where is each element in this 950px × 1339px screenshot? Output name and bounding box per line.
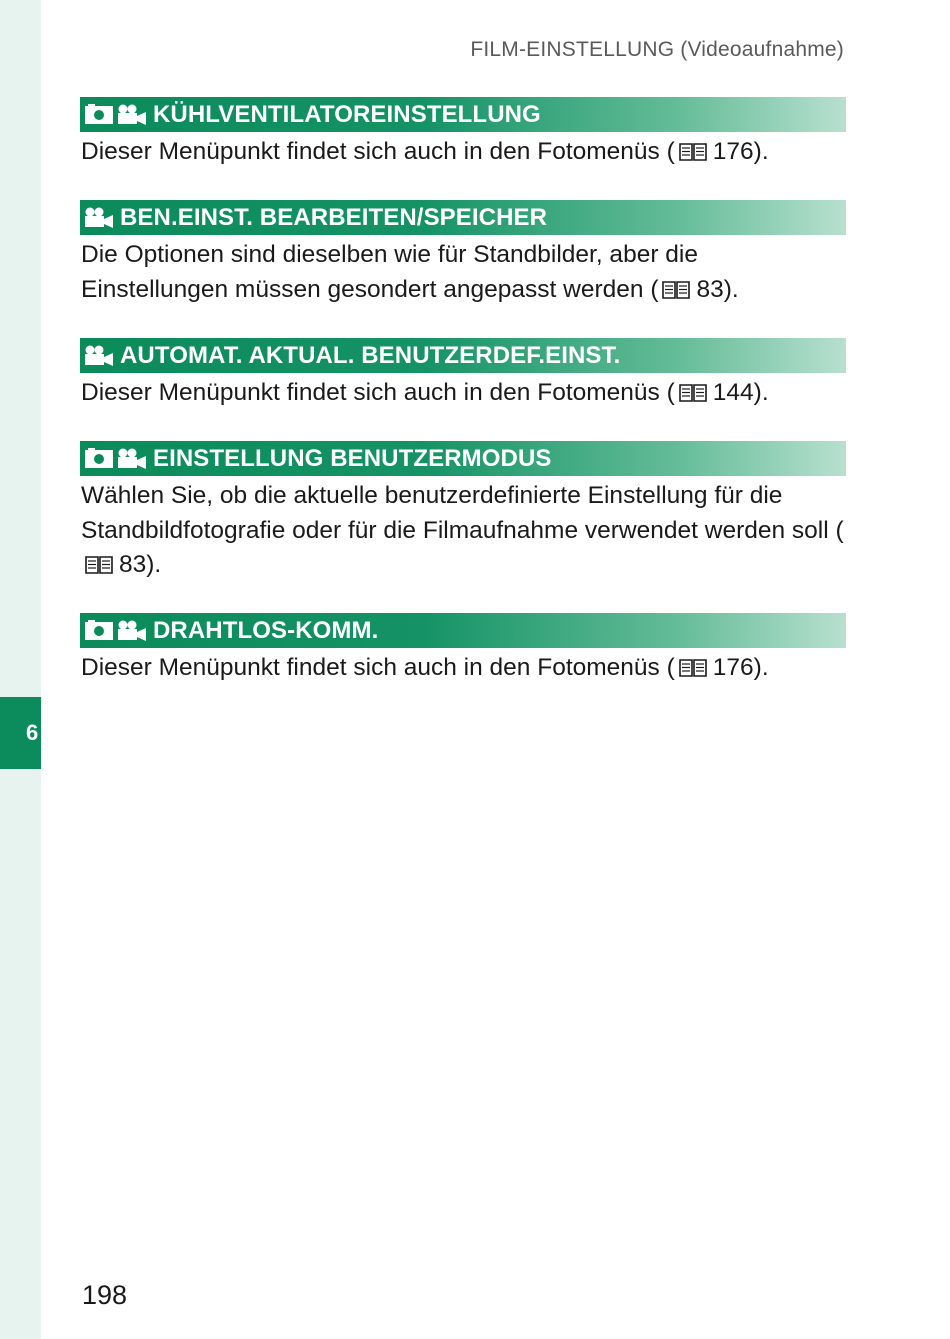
- description-text: Dieser Menüpunkt findet sich auch in den Fotomenüs (: [81, 654, 675, 681]
- description-text: Dieser Menüpunkt findet sich auch in den Fotomenüs (: [81, 379, 675, 406]
- mode-icons: [84, 104, 147, 126]
- side-margin-strip: [0, 0, 41, 1339]
- page-reference-link[interactable]: 144: [712, 379, 754, 406]
- mode-icons: [84, 620, 147, 642]
- book-icon: [662, 276, 690, 311]
- book-icon: [679, 379, 707, 414]
- book-icon: [679, 654, 707, 689]
- menu-section-fan-setting: [80, 97, 846, 173]
- description-text-end: ).: [753, 379, 769, 406]
- menu-section-custom-mode-setting: [80, 441, 846, 586]
- menu-section-edit-save-custom: [80, 200, 846, 310]
- section-heading-bar: [80, 441, 846, 476]
- section-heading-bar: [80, 200, 846, 235]
- description-text-end: ).: [146, 551, 162, 578]
- chapter-number: 6: [26, 720, 39, 745]
- camera-icon: [84, 620, 114, 641]
- section-description: [80, 651, 846, 689]
- section-description: [80, 376, 846, 414]
- mode-icons: [84, 345, 114, 367]
- page-reference-link[interactable]: 83: [696, 275, 724, 303]
- mode-icons: [84, 207, 114, 229]
- page-number: 198: [82, 1280, 128, 1310]
- description-text: Wählen Sie, ob die aktuelle benutzerdefinierte Einstellung für die Standbildfotografie oder für die Filmaufnahme verwendet werden soll (: [81, 482, 844, 544]
- page-reference-link[interactable]: 176: [712, 654, 754, 681]
- movie-camera-icon: [117, 448, 147, 470]
- camera-icon: [84, 448, 114, 469]
- movie-camera-icon: [84, 345, 114, 367]
- section-title: EINSTELLUNG BENUTZERMODUS: [153, 444, 552, 472]
- section-title: AUTOMAT. AKTUAL. BENUTZERDEF.EINST.: [120, 341, 621, 369]
- page-reference-link[interactable]: 83: [119, 551, 147, 578]
- section-title: DRAHTLOS-KOMM.: [153, 616, 379, 644]
- description-text: Die Optionen sind dieselben wie für Standbilder, aber die Einstellungen müssen gesondert angepasst werden (: [81, 241, 698, 303]
- movie-camera-icon: [117, 620, 147, 642]
- section-title: KÜHLVENTILATOREINSTELLUNG: [153, 100, 541, 128]
- mode-icons: [84, 448, 147, 470]
- description-text-end: ).: [723, 275, 739, 303]
- description-text-end: ).: [753, 138, 769, 165]
- section-heading-bar: [80, 613, 846, 648]
- movie-camera-icon: [84, 207, 114, 229]
- description-text: Dieser Menüpunkt findet sich auch in den Fotomenüs (: [81, 138, 675, 165]
- section-description: [80, 479, 846, 586]
- section-title: BEN.EINST. BEARBEITEN/SPEICHER: [120, 203, 548, 231]
- section-heading-bar: [80, 338, 846, 373]
- book-icon: [679, 138, 707, 173]
- section-description: [80, 238, 846, 310]
- page-reference-link[interactable]: 176: [712, 138, 754, 165]
- section-description: [80, 135, 846, 173]
- menu-section-auto-update-custom: [80, 338, 846, 414]
- camera-icon: [84, 104, 114, 125]
- chapter-tab: [0, 697, 41, 769]
- section-heading-bar: [80, 97, 846, 132]
- description-text-end: ).: [753, 654, 769, 681]
- movie-camera-icon: [117, 104, 147, 126]
- running-header: FILM-EINSTELLUNG (Videoaufnahme): [470, 38, 844, 61]
- book-icon: [85, 551, 113, 586]
- menu-section-wireless-comm: [80, 613, 846, 689]
